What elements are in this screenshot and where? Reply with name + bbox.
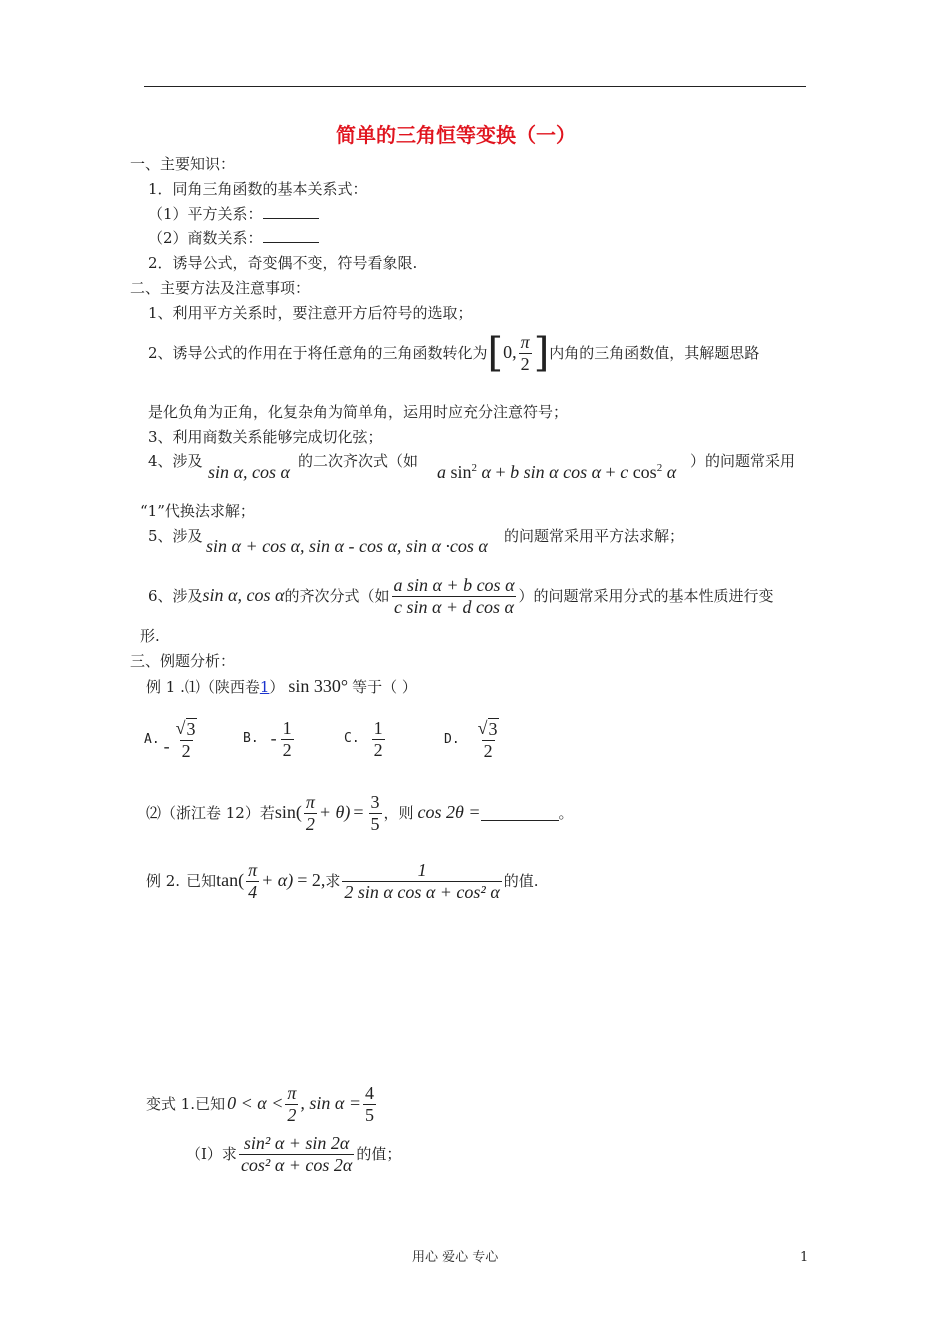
formula-quadratic: a $\sin^2 \alpha + b$ sin α cos α + c $\cos^2 \alpha$ [437,462,677,482]
section-1-heading: 一、主要知识： [130,155,236,173]
s1-item-2: 2．诱导公式，奇变偶不变，符号看象限. [148,254,418,272]
s2-item-4c: ）的问题常采用 [690,452,796,470]
s2-item-6 [148,575,774,617]
text: 2、诱导公式的作用在于将任意角的三角函数转化为 [148,344,488,363]
s2-item-5b: 的问题常采用平方法求解； [504,527,685,545]
answer-blank[interactable] [263,242,319,243]
s2-item-1: 1、利用平方关系时，要注意开方后符号的选取； [148,304,473,322]
option-d[interactable]: D. √ 3 2 [444,718,498,761]
s2-item-4a: 4、涉及 [148,452,203,470]
option-a[interactable]: A. - √ 3 2 [144,718,196,761]
s2-item-6d: 形. [140,627,160,645]
formula-sin330: sin 330° [288,676,349,696]
source-link[interactable]: 1 [259,678,270,696]
page-number: 1 [800,1250,809,1265]
s1-item-1a [148,205,319,223]
example-1-2: ⑵（浙江卷 12）若 sin( $\frac{\pi}{2}$ + θ) = $\frac{3}{5}$ ，则 cos 2θ = 。 [146,792,574,834]
example-1-1: 例 1 .⑴（陕西卷 1 ） sin 330° 等于（ ） [146,676,417,696]
header-rule [144,86,806,87]
example-2: 例 2. 已知 tan( $\frac{\pi}{4}$ + α) = 2, 求 $\frac{1}{\text{2 sin α cos α + cos² α}}$ 的值. [146,860,539,902]
s2-item-4b: 的二次齐次式（如 [298,452,419,470]
section-3-heading: 三、例题分析： [130,652,236,670]
text: ）的问题常采用分式的基本性质进行变 [518,587,774,606]
s2-item-2-cont: 是化负角为正角，化复杂角为简单角，运用时应充分注意符号； [148,403,569,421]
section-2-heading: 二、主要方法及注意事项： [130,279,311,297]
label: （1）平方关系： [148,205,263,223]
option-b[interactable]: B. - $\frac{1}{2}$ [243,718,292,760]
answer-blank[interactable] [263,218,319,219]
text: 6、涉及 [148,587,203,606]
label: （2）商数关系： [148,229,263,247]
s2-item-3: 3、利用商数关系能够完成切化弦； [148,428,383,446]
variant-1: 变式 1. 已知 0 < α < $\frac{\pi}{2}$ , sin α = $\frac{4}{5}$ [146,1083,374,1125]
s2-item-2 [148,330,760,377]
text: 的齐次分式（如 [284,587,390,606]
answer-blank[interactable] [481,820,559,821]
text: 内角的三角函数值，其解题思路 [549,344,760,363]
formula-sincos-6: sin α, cos α [202,585,285,606]
formula-fraction-6: $\frac{\text{a sin α + b cos α}}{\text{c sin α + d cos α}}$ [393,575,515,617]
s2-item-4d: “1”代换法求解； [140,502,255,520]
s1-item-1: 1．同角三角函数的基本关系式： [148,180,368,198]
variant-1-part-1: （Ⅰ）求 $\frac{\text{sin² α + sin 2α}}{\text{cos² α + cos 2α}}$ 的值； [186,1133,402,1175]
formula-sum5: sin α + cos α, sin α - cos α, sin α ·cos α [206,536,488,556]
option-c[interactable]: C. $\frac{1}{2}$ [344,718,383,760]
formula-sincos: sin α, cos α [208,462,290,482]
interval-formula: [ 0, $\frac{\pi}{2}$ ] [487,330,550,377]
s2-item-5a: 5、涉及 [148,527,203,545]
s1-item-1b [148,229,319,247]
page-title: 简单的三角恒等变换（一） [336,123,576,147]
footer-text: 用心 爱心 专心 [412,1250,499,1265]
